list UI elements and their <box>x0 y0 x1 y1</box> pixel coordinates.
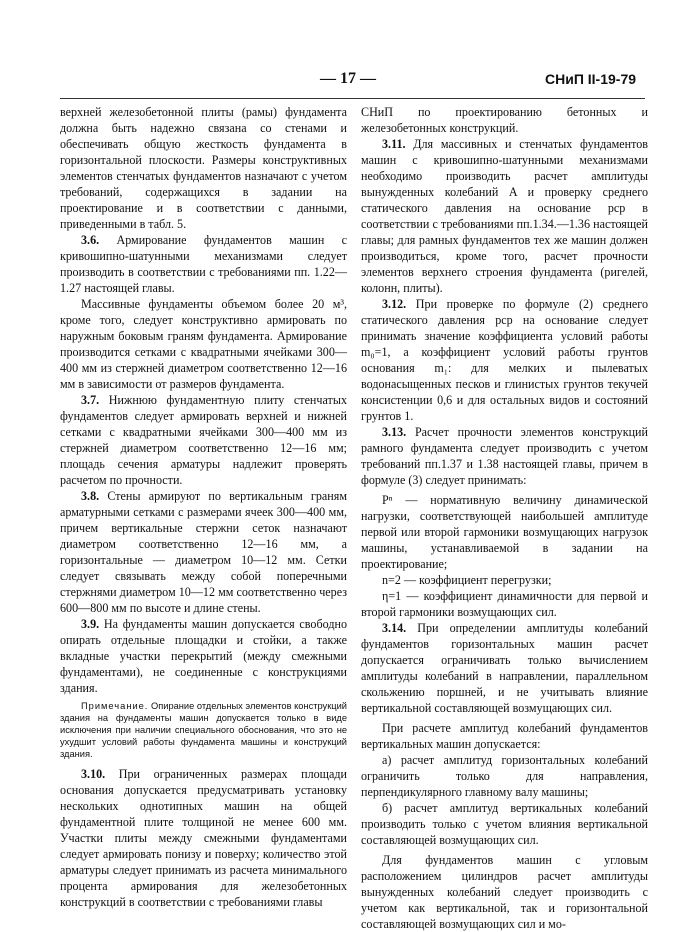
section-text: Армирование фундаментов машин с кривошипно-шатунными механизмами следует производить в соответствии с требованиями пп. 1.22—1.27 настоящей главы. <box>60 233 347 295</box>
paragraph-continuation: верхней железобетонной плиты (рамы) фундамента должна быть надежно связана со стенами и обеспечивать общую жесткость фундамента в горизонтальной плоскости. Размеры конструктивных элементов стенчатых фундаментов назначают с учетом требований, содержащихся в задании на проектирование и в соответствии с данными, приведенными в табл. 5. <box>60 105 347 231</box>
section-number: 3.11. <box>382 137 406 151</box>
section-3-11 <box>361 136 648 296</box>
note <box>60 700 347 760</box>
section-3-8 <box>60 488 347 616</box>
paragraph-angular-cylinders: Для фундаментов машин с угловым расположением цилиндров расчет амплитуды вынужденных колебаний следует производить с учетом как вертикальной, так и горизонтальной составляющей возмущающих сил и мо- <box>361 853 648 931</box>
section-text: При проверке по формуле (2) среднего статического давления pср на основание следует принимать значение коэффициента условий работы m₀=1, а коэффициент условий работы грунтов основания m₁: для мелких и пылеватых водонасыщенных песков и глинистых грунтов текучей консистенции 0,6 и для остальных видов и состояний грунтов 1. <box>361 297 648 423</box>
section-3-10 <box>60 766 347 910</box>
section-text: Для массивных и стенчатых фундаментов машин с кривошипно-шатунными механизмами необходимо производить расчет амплитуды вынужденных колебаний A и проверку среднего статического давления на основание pср в соответствии с требованиями пп.1.34.—1.36 настоящей главы; для рамных фундаментов тех же машин должен производиться, кроме того, расчет прочности элементов верхнего строения фундамента (ригелей, колонн, плиты). <box>361 137 648 295</box>
page-number: — 17 — <box>320 70 376 87</box>
paragraph-massive: Массивные фундаменты объемом более 20 м³, кроме того, следует конструктивно армировать по наружным боковым граням фундамента. Армирование производится сетками с квадратными ячейками 300—400 мм из стержней диаметром соответственно 12—16 мм в зависимости от размеров фундамента. <box>60 297 347 391</box>
section-text: Расчет прочности элементов конструкций рамного фундамента следует производить с учетом требований пп.1.37 и 1.38 настоящей главы, причем в формуле (3) следует принимать: <box>361 425 648 487</box>
section-3-13 <box>361 424 648 488</box>
section-text: На фундаменты машин допускается свободно опирать отдельные площадки и стойки, а также вкладные участки перекрытий (между смежными фундаментами), не соединенные с конструкциями здания. <box>60 617 347 695</box>
section-number: 3.9. <box>81 617 100 631</box>
section-number: 3.10. <box>81 767 106 781</box>
section-number: 3.14. <box>382 621 407 635</box>
section-number: 3.6. <box>81 233 100 247</box>
section-3-9 <box>60 616 347 696</box>
section-text: Стены армируют по вертикальным граням арматурными сетками с размерами ячеек 300—400 мм, причем вертикальные стержни сеток назначают диаметром соответственно 12—16 мм, а горизонтальные — диаметром 10—12 мм. Сетки следует связывать между собой поперечными стержнями диаметром 10—12 мм соответственно через 600—800 мм по высоте и длине стены. <box>60 489 347 615</box>
section-3-7 <box>60 392 347 488</box>
left-column <box>60 104 347 910</box>
paragraph-continuation: СНиП по проектированию бетонных и железобетонных конструкций. <box>361 105 648 135</box>
section-text: При определении амплитуды колебаний фундаментов горизонтальных машин расчет допускается ограничивать только вычислением амплитуды колебаний в направлении, параллельном скольжению поршней, и не учитывать влияние вертикальной составляющей возмущающих сил. <box>361 621 648 715</box>
section-number: 3.13. <box>382 425 407 439</box>
section-text: При ограниченных размерах площади основания допускается предусматривать установку нескольких однотипных машин на общей фундаментной плите толщиной не менее 600 мм. Участки плиты между смежными фундаментами следует армировать понизу и поверху; количество этой арматуры следует принимать из расчета минимального процента армирования для железобетонных конструкций в соответствии с требованиями главы <box>60 767 347 909</box>
section-3-14 <box>361 620 648 716</box>
note-text: Опирание отдельных элементов конструкций здания на фундаменты машин допускается только в виде исключения при наличии специального обоснования, что это не ухудшит условий работы фундамента машины и конструкций здания. <box>60 701 347 759</box>
header-rule <box>60 98 645 99</box>
note-label: Примечание. <box>81 701 149 711</box>
section-text: Нижнюю фундаментную плиту стенчатых фундаментов следует армировать верхней и нижней сетками с квадратными ячейками 300—400 мм из стержней диаметром соответственно 12—16 мм; площадь сечения арматуры надлежит проверять расчетом по прочности. <box>60 393 347 487</box>
section-number: 3.7. <box>81 393 100 407</box>
definition-eta: η=1 — коэффициент динамичности для первой и второй гармоники возмущающих сил. <box>361 589 648 619</box>
right-column <box>361 104 648 932</box>
section-number: 3.8. <box>81 489 100 503</box>
document-code: СНиП II-19-79 <box>545 71 637 87</box>
definition-n: n=2 — коэффициент перегрузки; <box>382 573 552 587</box>
definition-pn: Pⁿ — нормативную величину динамической нагрузки, соответствующей наибольшей амплитуде первой или второй гармоники возмущающих нагрузок машины, устанавливаемой в задании на проектирование; <box>361 493 648 571</box>
paragraph-vertical-machines: При расчете амплитуд колебаний фундаментов вертикальных машин допускается: <box>361 721 648 751</box>
page-header <box>0 70 700 94</box>
section-number: 3.12. <box>382 297 407 311</box>
list-item-a: а) расчет амплитуд горизонтальных колебаний ограничить только для направления, перпендикулярного главному валу машины; <box>361 753 648 799</box>
list-item-b: б) расчет амплитуд вертикальных колебаний производить только с учетом влияния вертикальной составляющей возмущающих сил. <box>361 801 648 847</box>
section-3-6 <box>60 232 347 296</box>
section-3-12 <box>361 296 648 424</box>
